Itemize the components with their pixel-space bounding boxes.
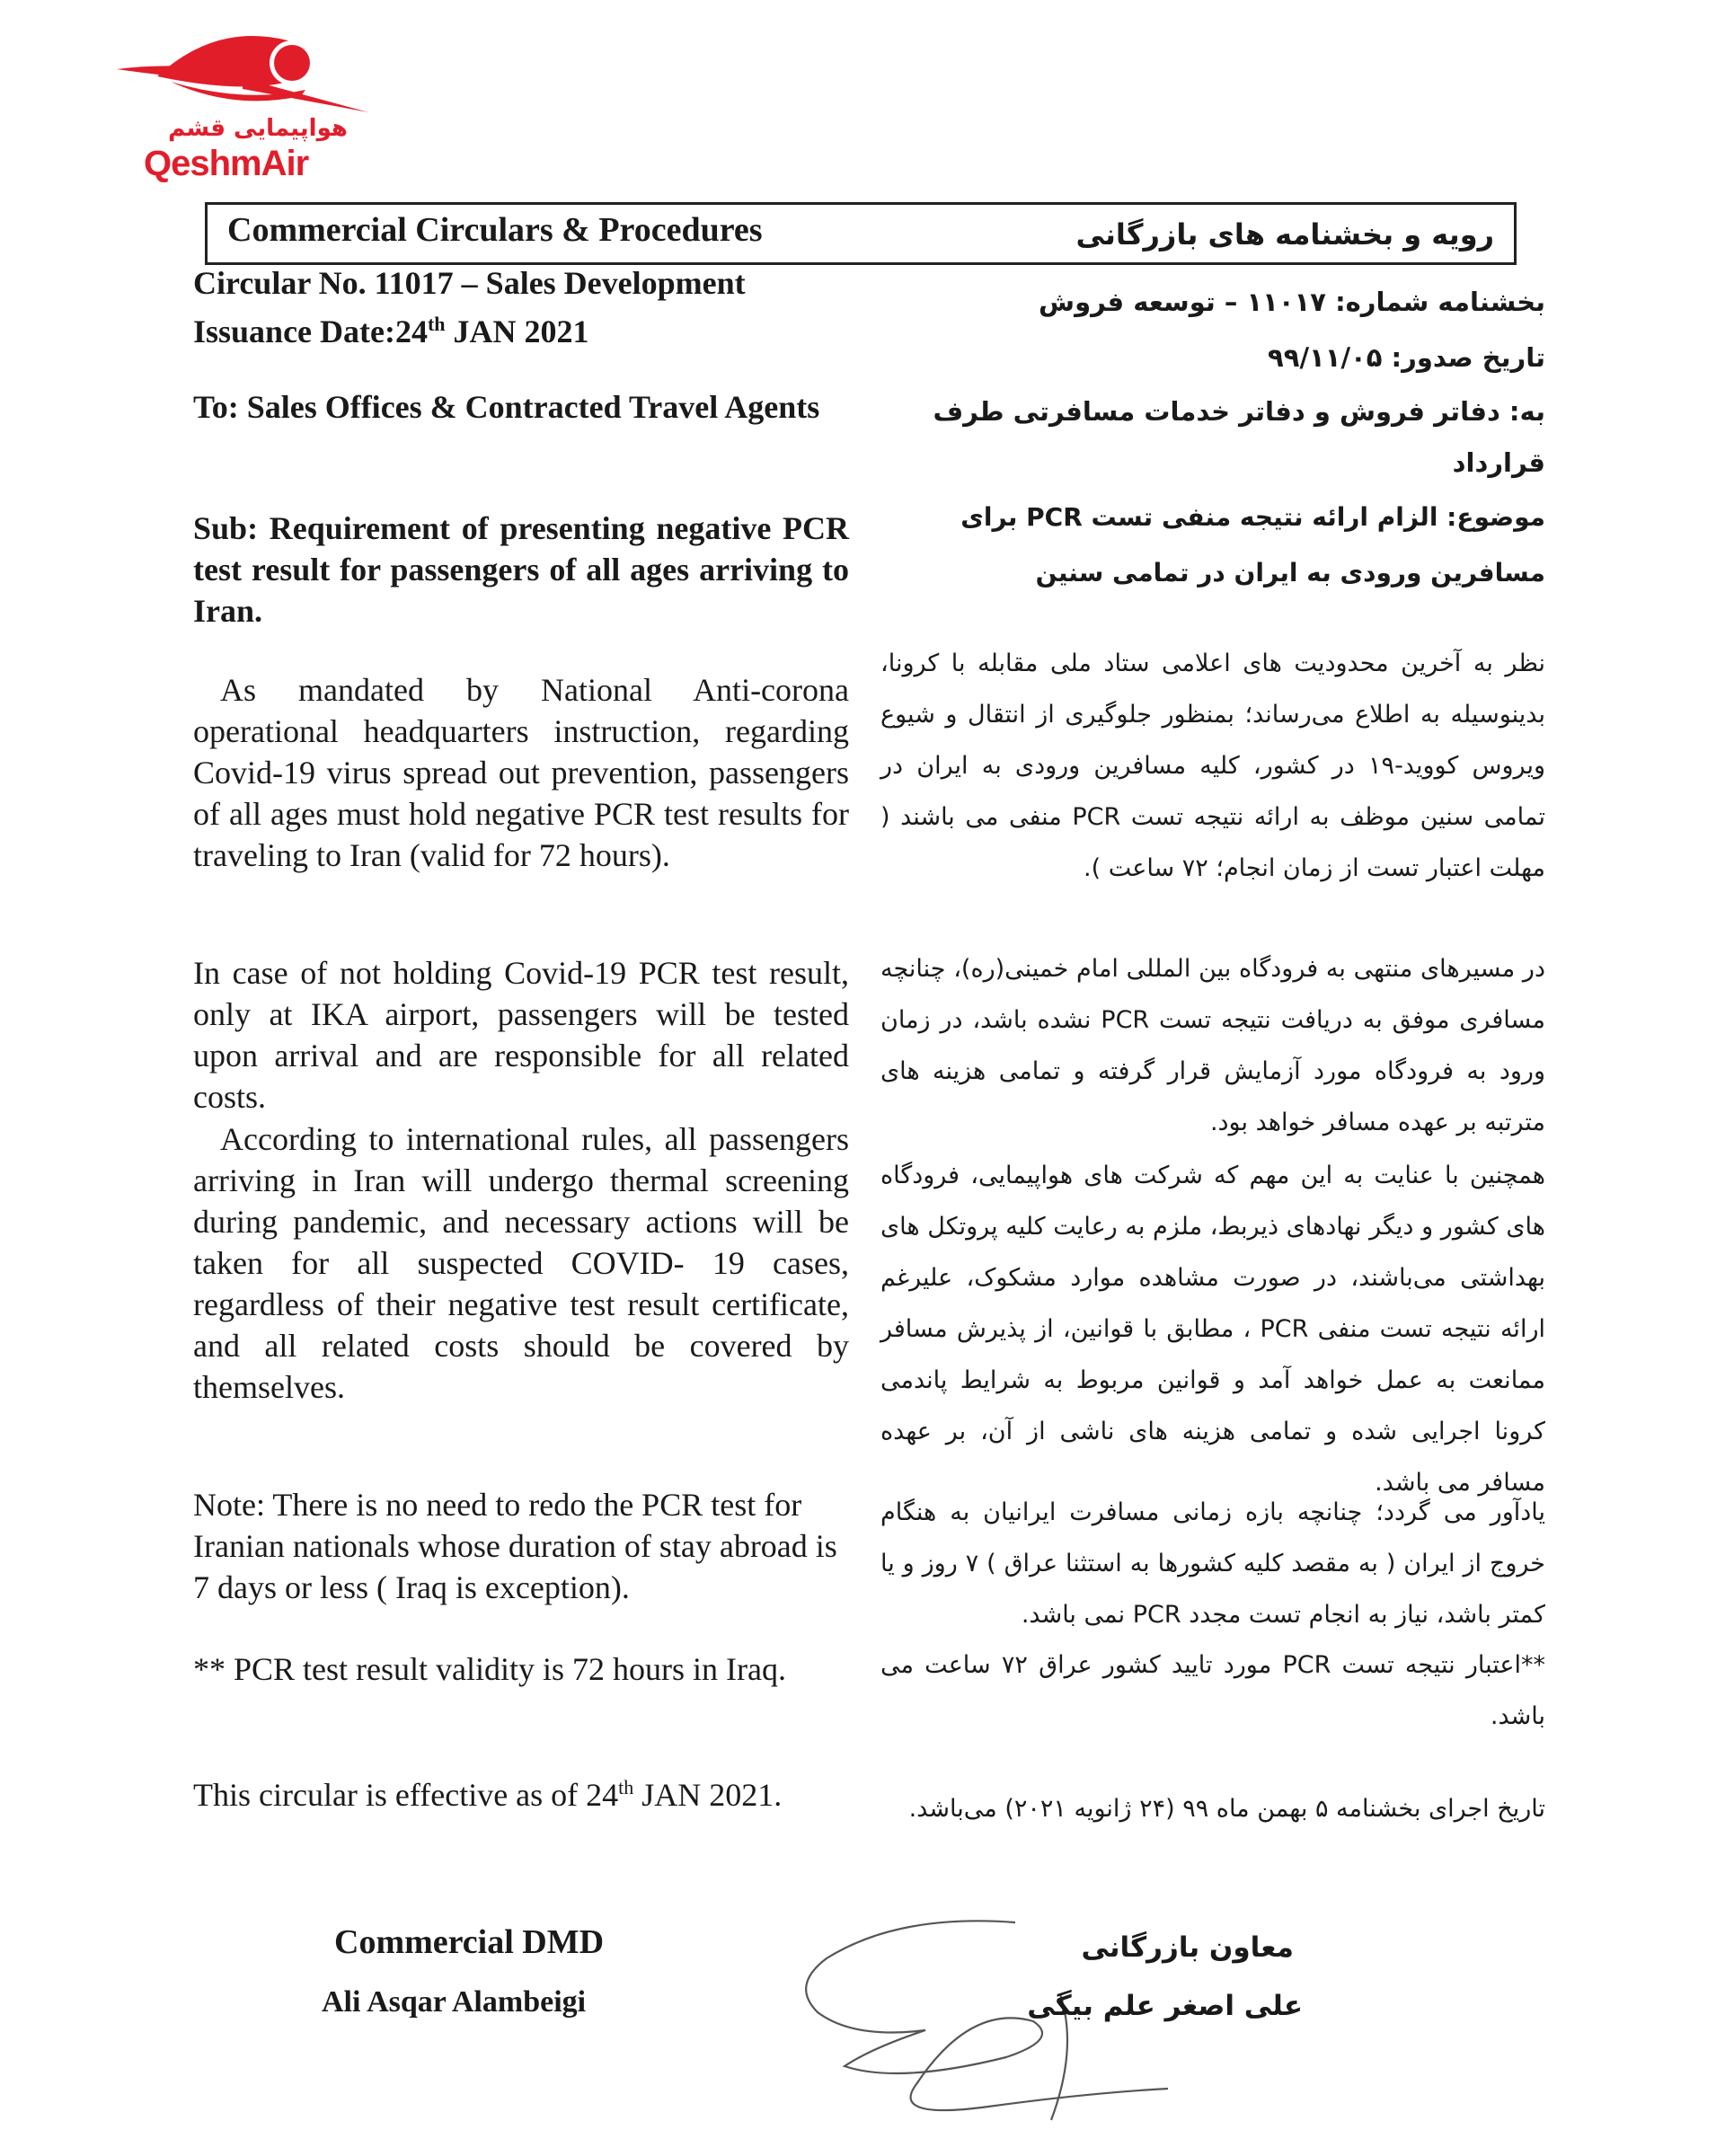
- signatory-title-en: Commercial DMD: [334, 1923, 605, 1961]
- signatory-title-fa: معاون بازرگانی: [1081, 1931, 1294, 1964]
- subject-fa: موضوع: الزام ارائه نتیجه منفی تست PCR برای مسافرین ورودی به ایران در تمامی سنین: [960, 502, 1545, 588]
- effective-date-en: This circular is effective as of 24th JAN 2021.: [193, 1776, 783, 1813]
- paragraph-1-fa: نظر به آخرین محدودیت های اعلامی ستاد ملی مقابله با کرونا، بدینوسیله به اطلاع می‌رساند؛ بمنظور جلوگیری از انتقال و شیوع ویروس کووید-۱۹ در کشور، کلیه مسافرین ورودی به ایران در تمامی سنین موظف به ارائه نتیجه تست PCR منفی می باشند ( مهلت اعتبار تست از زمان انجام؛ ۷۲ ساعت ).: [880, 649, 1545, 882]
- paragraph-3-en: According to international rules, all passengers arriving in Iran will undergo thermal screening during pandemic, and necessary actions will be taken for all suspected COVID- 19 cases, regardless of their negative test result certificate, and all related costs should be covered by themselves.: [193, 1121, 849, 1405]
- paragraph-4-fa: یادآور می گردد؛ چنانچه بازه زمانی مسافرت ایرانیان به هنگام خروج از ایران ( به مقصد کلیه کشورها به استثنا عراق ) ۷ روز و یا کمتر باشد، نیاز به انجام تست مجدد PCR نمی باشد.: [880, 1498, 1545, 1629]
- header-title-en: Commercial Circulars & Procedures: [227, 211, 763, 249]
- issuance-date-en: Issuance Date:24th JAN 2021: [193, 313, 589, 349]
- circular-info-en: [193, 262, 849, 352]
- subject-en: Sub: Requirement of presenting negative PCR test result for passengers of all ages arriving to Iran.: [193, 510, 849, 629]
- signatory-name-fa: علی اصغر علم بیگی: [1027, 1990, 1303, 2022]
- signatory-name-en: Ali Asqar Alambeigi: [322, 1985, 587, 2019]
- paragraph-1-en: As mandated by National Anti-corona operational headquarters instruction, regarding Covid-19 virus spread out prevention, passengers of all ages must hold negative PCR test results for traveling to Iran (valid for 72 hours).: [193, 672, 849, 873]
- paragraph-2-en: In case of not holding Covid-19 PCR test result, only at IKA airport, passengers will be tested upon arrival and are responsible for all related costs.: [193, 955, 849, 1115]
- validity-note-fa: **اعتبار نتیجه تست PCR مورد تایید کشور عراق ۷۲ ساعت می باشد.: [880, 1651, 1545, 1730]
- issue-date-fa: تاریخ صدور: ۹۹/۱۱/۰۵: [1268, 342, 1545, 373]
- paragraph-2-fa: در مسیرهای منتهی به فرودگاه بین المللی امام خمینی(ره)، چنانچه مسافری موفق به دریافت نتیجه تست PCR نشده باشد، در زمان ورود به فرودگاه مورد آزمایش قرار گرفته و تمامی هزینه های مترتبه بر عهده مسافر خواهد بود.: [880, 955, 1545, 1136]
- note-en: Note: There is no need to redo the PCR test for Iranian nationals whose duration of stay abroad is 7 days or less ( Iraq is exception).: [193, 1487, 837, 1605]
- logo-english-name: QeshmAir: [144, 144, 309, 183]
- effective-date-fa: تاریخ اجرای بخشنامه ۵ بهمن ماه ۹۹ (۲۴ ژانویه ۲۰۲۱) می‌باشد.: [908, 1795, 1545, 1823]
- circular-number-en: Circular No. 11017 – Sales Development: [193, 265, 746, 301]
- circular-number-fa: بخشنامه شماره: ۱۱۰۱۷ – توسعه فروش: [1039, 287, 1545, 317]
- recipients-fa: به: دفاتر فروش و دفاتر خدمات مسافرتی طرف قرارداد: [933, 396, 1545, 478]
- validity-note-en: ** PCR test result validity is 72 hours in Iraq.: [193, 1651, 786, 1687]
- circular-info-fa: [880, 274, 1545, 385]
- header-box: [205, 202, 1517, 265]
- header-title-fa: رویه و بخشنامه های بازرگانی: [1075, 217, 1494, 252]
- paragraph-3-fa: همچنین با عنایت به این مهم که شرکت های هواپیمایی، فرودگاه های کشور و دیگر نهادهای ذیربط، ملزم به رعایت کلیه پروتکل های بهداشتی می‌باشند، در صورت مشاهده موارد مشکوک، علیرغم ارائه نتیجه تست منفی PCR ، مطابق با قوانین، از پذیرش مسافر ممانعت به عمل خواهد آمد و قوانین مربوط به شرایط پاندمی کرونا اجرایی شده و تمامی هزینه های ناشی از آن، بر عهده مسافر می باشد.: [880, 1162, 1545, 1497]
- recipients-en: To: Sales Offices & Contracted Travel Agents: [193, 389, 820, 425]
- logo-persian-name: هواپیمایی قشم: [168, 115, 348, 142]
